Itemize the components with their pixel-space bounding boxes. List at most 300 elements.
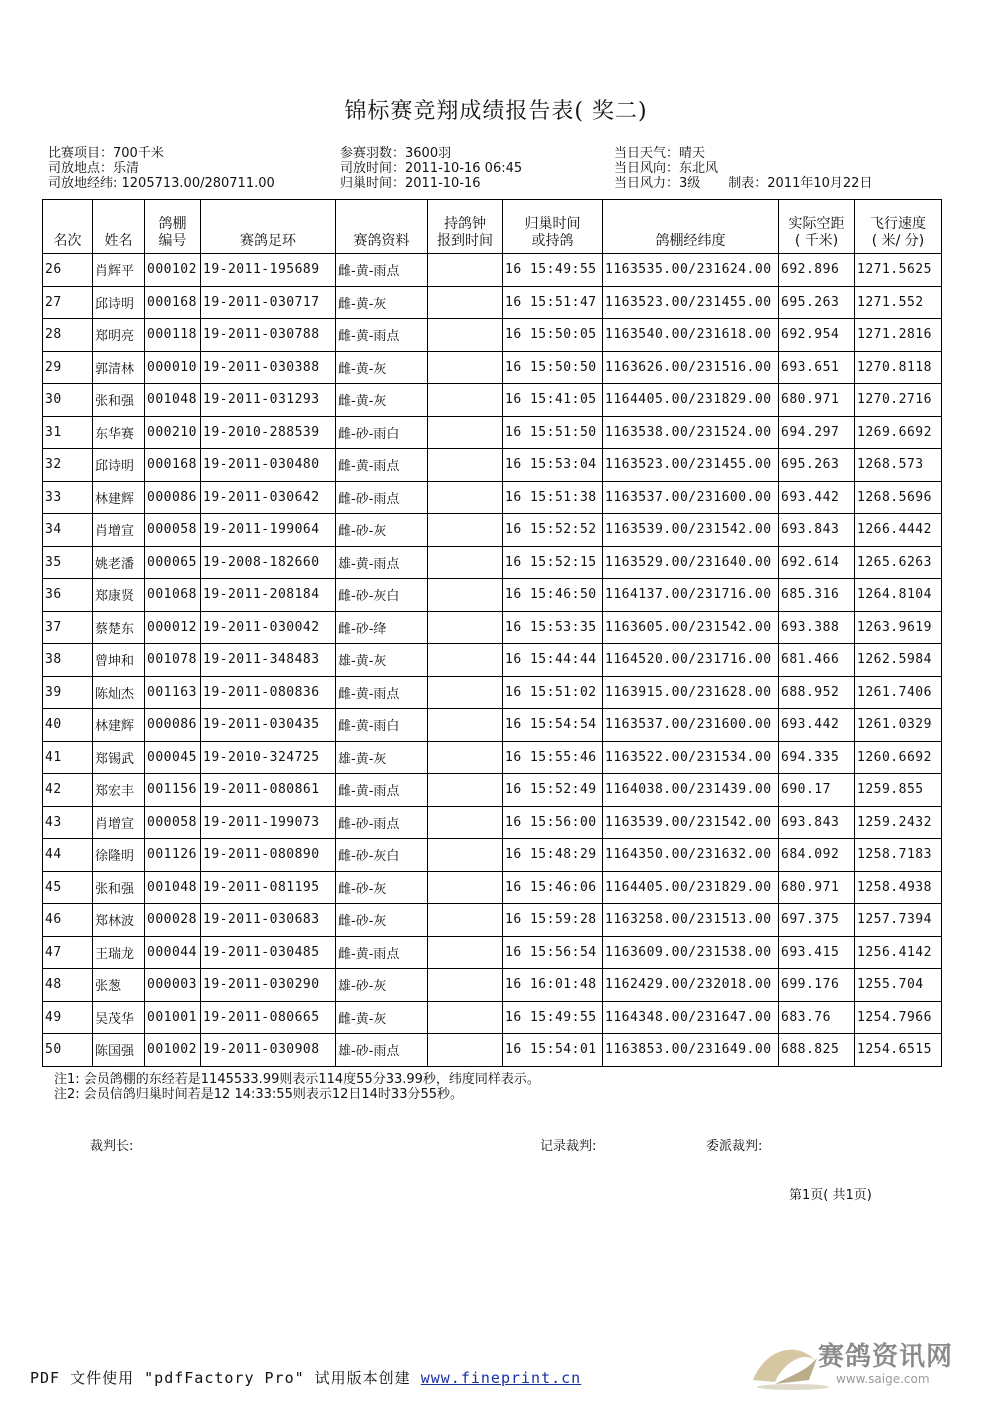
table-row: [43, 546, 942, 579]
speed-cell: 1259.2432: [855, 806, 942, 839]
loft-cell: 000168: [145, 449, 201, 482]
rank-cell: 35: [43, 546, 93, 579]
table-row: [43, 286, 942, 319]
coords-cell: 1164405.00/231829.00: [603, 871, 779, 904]
table-row: [43, 449, 942, 482]
speed-cell: 1268.5696: [855, 481, 942, 514]
info-cell: 雌-黄-雨点: [336, 449, 428, 482]
name-cell: 陈国强: [93, 1034, 145, 1067]
info-weather: 当日天气：晴天: [614, 146, 706, 161]
note-1: 注1: 会员鸽棚的东经若是1145533.99则表示114度55分33.99秒，纬度同样表示。: [54, 1072, 540, 1087]
speed-cell: 1271.2816: [855, 319, 942, 352]
distance-cell: 695.263: [779, 449, 855, 482]
coords-cell: 1163523.00/231455.00: [603, 449, 779, 482]
coords-cell: 1163626.00/231516.00: [603, 351, 779, 384]
ring-cell: 19-2011-199073: [201, 806, 336, 839]
distance-cell: 693.388: [779, 611, 855, 644]
distance-cell: 697.375: [779, 904, 855, 937]
arrival-cell: 16 15:51:02: [503, 676, 603, 709]
distance-cell: 688.952: [779, 676, 855, 709]
info-cell: 雄-砂-雨点: [336, 1034, 428, 1067]
info-cell: 雄-黄-雨点: [336, 546, 428, 579]
speed-cell: 1259.855: [855, 774, 942, 807]
name-cell: 徐隆明: [93, 839, 145, 872]
coords-cell: 1163605.00/231542.00: [603, 611, 779, 644]
loft-cell: 000086: [145, 481, 201, 514]
name-cell: 肖辉平: [93, 254, 145, 287]
distance-cell: 692.896: [779, 254, 855, 287]
speed-cell: 1261.0329: [855, 709, 942, 742]
coords-cell: 1164348.00/231647.00: [603, 1001, 779, 1034]
rank-cell: 32: [43, 449, 93, 482]
coords-cell: 1163537.00/231600.00: [603, 481, 779, 514]
rank-cell: 39: [43, 676, 93, 709]
results-table: [42, 199, 942, 1067]
recorder-referee-label: 记录裁判:: [540, 1139, 597, 1154]
ring-cell: 19-2011-080836: [201, 676, 336, 709]
info-cell: 雌-砂-绛: [336, 611, 428, 644]
name-cell: 郭清林: [93, 351, 145, 384]
ring-cell: 19-2011-030717: [201, 286, 336, 319]
clock-cell: [428, 481, 503, 514]
name-cell: 邱诗明: [93, 286, 145, 319]
rank-cell: 50: [43, 1034, 93, 1067]
coords-cell: 1163915.00/231628.00: [603, 676, 779, 709]
info-cell: 雌-黄-灰: [336, 384, 428, 417]
ring-cell: 19-2011-195689: [201, 254, 336, 287]
name-cell: 蔡楚东: [93, 611, 145, 644]
watermark-url: www.saige.com: [836, 1372, 930, 1386]
ring-cell: 19-2010-324725: [201, 741, 336, 774]
info-release-time: 司放时间：2011-10-16 06:45: [340, 161, 523, 176]
distance-cell: 692.614: [779, 546, 855, 579]
info-cell: 雌-黄-雨白: [336, 709, 428, 742]
clock-cell: [428, 676, 503, 709]
clock-cell: [428, 709, 503, 742]
coords-cell: 1163529.00/231640.00: [603, 546, 779, 579]
table-row: [43, 871, 942, 904]
coords-cell: 1163535.00/231624.00: [603, 254, 779, 287]
arrival-cell: 16 15:46:50: [503, 579, 603, 612]
clock-cell: [428, 351, 503, 384]
arrival-cell: 16 15:56:54: [503, 936, 603, 969]
arrival-cell: 16 15:51:50: [503, 416, 603, 449]
clock-cell: [428, 774, 503, 807]
info-cell: 雌-砂-灰: [336, 871, 428, 904]
arrival-cell: 16 15:49:55: [503, 254, 603, 287]
rank-cell: 44: [43, 839, 93, 872]
speed-cell: 1270.2716: [855, 384, 942, 417]
ring-cell: 19-2011-080665: [201, 1001, 336, 1034]
info-event: 比赛项目：700千米: [48, 146, 164, 161]
ring-cell: 19-2011-081195: [201, 871, 336, 904]
distance-cell: 693.442: [779, 709, 855, 742]
table-row: [43, 709, 942, 742]
speed-cell: 1257.7394: [855, 904, 942, 937]
rank-cell: 36: [43, 579, 93, 612]
info-cell: 雌-黄-灰: [336, 1001, 428, 1034]
distance-cell: 693.651: [779, 351, 855, 384]
loft-cell: 001163: [145, 676, 201, 709]
ring-cell: 19-2011-348483: [201, 644, 336, 677]
loft-cell: 000044: [145, 936, 201, 969]
name-cell: 吴茂华: [93, 1001, 145, 1034]
loft-cell: 000058: [145, 514, 201, 547]
ring-cell: 19-2011-030290: [201, 969, 336, 1002]
info-cell: 雌-黄-雨点: [336, 254, 428, 287]
coords-cell: 1163523.00/231455.00: [603, 286, 779, 319]
table-row: [43, 611, 942, 644]
name-cell: 邱诗明: [93, 449, 145, 482]
coords-cell: 1163522.00/231534.00: [603, 741, 779, 774]
coords-cell: 1164405.00/231829.00: [603, 384, 779, 417]
loft-cell: 001078: [145, 644, 201, 677]
arrival-cell: 16 16:01:48: [503, 969, 603, 1002]
arrival-cell: 16 15:55:46: [503, 741, 603, 774]
coords-cell: 1164350.00/231632.00: [603, 839, 779, 872]
header-ring-number: 赛鸽足环: [201, 200, 336, 254]
loft-cell: 000028: [145, 904, 201, 937]
distance-cell: 693.843: [779, 514, 855, 547]
arrival-cell: 16 15:51:38: [503, 481, 603, 514]
ring-cell: 19-2011-030042: [201, 611, 336, 644]
info-cell: 雌-黄-雨点: [336, 936, 428, 969]
rank-cell: 47: [43, 936, 93, 969]
clock-cell: [428, 579, 503, 612]
name-cell: 林建辉: [93, 709, 145, 742]
speed-cell: 1265.6263: [855, 546, 942, 579]
coords-cell: 1163853.00/231649.00: [603, 1034, 779, 1067]
speed-cell: 1254.6515: [855, 1034, 942, 1067]
speed-cell: 1258.4938: [855, 871, 942, 904]
ring-cell: 19-2008-182660: [201, 546, 336, 579]
loft-cell: 001001: [145, 1001, 201, 1034]
loft-cell: 000086: [145, 709, 201, 742]
loft-cell: 001048: [145, 384, 201, 417]
speed-cell: 1262.5984: [855, 644, 942, 677]
info-cell: 雌-砂-雨白: [336, 416, 428, 449]
header-rank: 名次: [43, 200, 93, 254]
clock-cell: [428, 384, 503, 417]
loft-cell: 001002: [145, 1034, 201, 1067]
arrival-cell: 16 15:46:06: [503, 871, 603, 904]
loft-cell: 000045: [145, 741, 201, 774]
clock-cell: [428, 904, 503, 937]
name-cell: 郑明亮: [93, 319, 145, 352]
speed-cell: 1271.552: [855, 286, 942, 319]
distance-cell: 690.17: [779, 774, 855, 807]
distance-cell: 685.316: [779, 579, 855, 612]
name-cell: 王瑞龙: [93, 936, 145, 969]
coords-cell: 1163609.00/231538.00: [603, 936, 779, 969]
header-distance: 实际空距 ( 千米): [779, 200, 855, 254]
info-cell: 雄-砂-灰: [336, 969, 428, 1002]
clock-cell: [428, 936, 503, 969]
ring-cell: 19-2011-030388: [201, 351, 336, 384]
speed-cell: 1269.6692: [855, 416, 942, 449]
speed-cell: 1255.704: [855, 969, 942, 1002]
distance-cell: 695.263: [779, 286, 855, 319]
rank-cell: 40: [43, 709, 93, 742]
table-row: [43, 969, 942, 1002]
loft-cell: 000168: [145, 286, 201, 319]
speed-cell: 1260.6692: [855, 741, 942, 774]
name-cell: 张葱: [93, 969, 145, 1002]
table-row: [43, 579, 942, 612]
table-body: [43, 254, 942, 1067]
arrival-cell: 16 15:59:28: [503, 904, 603, 937]
rank-cell: 30: [43, 384, 93, 417]
table-row: [43, 676, 942, 709]
clock-cell: [428, 1034, 503, 1067]
loft-cell: 000102: [145, 254, 201, 287]
arrival-cell: 16 15:53:04: [503, 449, 603, 482]
loft-cell: 001068: [145, 579, 201, 612]
arrival-cell: 16 15:41:05: [503, 384, 603, 417]
arrival-cell: 16 15:48:29: [503, 839, 603, 872]
loft-cell: 000065: [145, 546, 201, 579]
ring-cell: 19-2011-030435: [201, 709, 336, 742]
loft-cell: 000003: [145, 969, 201, 1002]
rank-cell: 43: [43, 806, 93, 839]
clock-cell: [428, 806, 503, 839]
name-cell: 郑宏丰: [93, 774, 145, 807]
header-speed: 飞行速度 ( 米/ 分): [855, 200, 942, 254]
loft-cell: 000058: [145, 806, 201, 839]
footer-text: PDF 文件使用 "pdfFactory Pro" 试用版本创建: [30, 1369, 421, 1387]
loft-cell: 001156: [145, 774, 201, 807]
table-row: [43, 254, 942, 287]
ring-cell: 19-2011-199064: [201, 514, 336, 547]
rank-cell: 34: [43, 514, 93, 547]
info-cell: 雌-黄-雨点: [336, 319, 428, 352]
arrival-cell: 16 15:56:00: [503, 806, 603, 839]
ring-cell: 19-2011-030480: [201, 449, 336, 482]
table-row: [43, 741, 942, 774]
table-header-row: [43, 200, 942, 254]
arrival-cell: 16 15:52:52: [503, 514, 603, 547]
speed-cell: 1258.7183: [855, 839, 942, 872]
distance-cell: 694.297: [779, 416, 855, 449]
coords-cell: 1164137.00/231716.00: [603, 579, 779, 612]
speed-cell: 1254.7966: [855, 1001, 942, 1034]
info-cell: 雌-砂-灰白: [336, 579, 428, 612]
clock-cell: [428, 286, 503, 319]
report-title: 锦标赛竞翔成绩报告表( 奖二): [344, 99, 648, 124]
clock-cell: [428, 514, 503, 547]
table-row: [43, 384, 942, 417]
table-row: [43, 806, 942, 839]
loft-cell: 001048: [145, 871, 201, 904]
arrival-cell: 16 15:49:55: [503, 1001, 603, 1034]
table-row: [43, 1034, 942, 1067]
ring-cell: 19-2011-030485: [201, 936, 336, 969]
info-cell: 雌-黄-灰: [336, 351, 428, 384]
speed-cell: 1256.4142: [855, 936, 942, 969]
info-cell: 雌-黄-雨点: [336, 774, 428, 807]
notes: [54, 1072, 540, 1102]
clock-cell: [428, 969, 503, 1002]
arrival-cell: 16 15:44:44: [503, 644, 603, 677]
name-cell: 郑锡武: [93, 741, 145, 774]
rank-cell: 26: [43, 254, 93, 287]
info-release-place: 司放地点：乐清: [48, 161, 140, 176]
info-cell: 雄-黄-灰: [336, 644, 428, 677]
coords-cell: 1163258.00/231513.00: [603, 904, 779, 937]
arrival-cell: 16 15:50:05: [503, 319, 603, 352]
ring-cell: 19-2011-030908: [201, 1034, 336, 1067]
clock-cell: [428, 546, 503, 579]
name-cell: 东华赛: [93, 416, 145, 449]
coords-cell: 1162429.00/232018.00: [603, 969, 779, 1002]
name-cell: 姚老潘: [93, 546, 145, 579]
clock-cell: [428, 319, 503, 352]
header-loft-coordinates: 鸽棚经纬度: [603, 200, 779, 254]
coords-cell: 1163539.00/231542.00: [603, 514, 779, 547]
distance-cell: 699.176: [779, 969, 855, 1002]
info-cell: 雌-砂-雨点: [336, 806, 428, 839]
loft-cell: 000010: [145, 351, 201, 384]
coords-cell: 1163538.00/231524.00: [603, 416, 779, 449]
info-wind-direction: 当日风向：东北风: [614, 161, 719, 176]
rank-cell: 41: [43, 741, 93, 774]
info-column-2: [340, 146, 522, 191]
rank-cell: 49: [43, 1001, 93, 1034]
info-cell: 雌-砂-灰: [336, 514, 428, 547]
speed-cell: 1271.5625: [855, 254, 942, 287]
ring-cell: 19-2011-030642: [201, 481, 336, 514]
distance-cell: 683.76: [779, 1001, 855, 1034]
clock-cell: [428, 1001, 503, 1034]
pdf-footer: [30, 1367, 581, 1388]
clock-cell: [428, 416, 503, 449]
coords-cell: 1164520.00/231716.00: [603, 644, 779, 677]
clock-cell: [428, 611, 503, 644]
table-row: [43, 644, 942, 677]
clock-cell: [428, 254, 503, 287]
name-cell: 张和强: [93, 871, 145, 904]
rank-cell: 46: [43, 904, 93, 937]
distance-cell: 694.335: [779, 741, 855, 774]
speed-cell: 1266.4442: [855, 514, 942, 547]
header-pigeon-info: 赛鸽资料: [336, 200, 428, 254]
coords-cell: 1163539.00/231542.00: [603, 806, 779, 839]
watermark-name: 赛鸽资讯网: [818, 1342, 954, 1372]
info-cell: 雌-砂-雨点: [336, 481, 428, 514]
name-cell: 郑康贤: [93, 579, 145, 612]
clock-cell: [428, 871, 503, 904]
footer-link[interactable]: www.fineprint.cn: [420, 1369, 582, 1387]
rank-cell: 48: [43, 969, 93, 1002]
table-row: [43, 904, 942, 937]
info-wind-force: 当日风力：3级 制表：2011年10月22日: [614, 176, 873, 191]
rank-cell: 27: [43, 286, 93, 319]
name-cell: 陈灿杰: [93, 676, 145, 709]
delegate-referee-label: 委派裁判:: [706, 1139, 763, 1154]
loft-cell: 001126: [145, 839, 201, 872]
arrival-cell: 16 15:54:01: [503, 1034, 603, 1067]
table-row: [43, 351, 942, 384]
header-loft-id: 鸽棚 编号: [145, 200, 201, 254]
arrival-cell: 16 15:53:35: [503, 611, 603, 644]
rank-cell: 31: [43, 416, 93, 449]
ring-cell: 19-2011-030788: [201, 319, 336, 352]
coords-cell: 1164038.00/231439.00: [603, 774, 779, 807]
ring-cell: 19-2011-031293: [201, 384, 336, 417]
ring-cell: 19-2011-208184: [201, 579, 336, 612]
loft-cell: 000118: [145, 319, 201, 352]
info-column-1: [48, 146, 275, 191]
rank-cell: 33: [43, 481, 93, 514]
info-cell: 雌-砂-灰: [336, 904, 428, 937]
rank-cell: 29: [43, 351, 93, 384]
table-row: [43, 936, 942, 969]
table-row: [43, 1001, 942, 1034]
ring-cell: 19-2011-030683: [201, 904, 336, 937]
info-release-coords: 司放地经纬: 1205713.00/280711.00: [48, 176, 275, 191]
table-row: [43, 839, 942, 872]
note-2: 注2: 会员信鸽归巢时间若是12 14:33:55则表示12日14时33分55秒。: [54, 1087, 464, 1102]
rank-cell: 28: [43, 319, 93, 352]
info-cell: 雄-黄-灰: [336, 741, 428, 774]
speed-cell: 1263.9619: [855, 611, 942, 644]
speed-cell: 1268.573: [855, 449, 942, 482]
name-cell: 林建辉: [93, 481, 145, 514]
page-number: 第1页( 共1页): [789, 1188, 872, 1203]
speed-cell: 1264.8104: [855, 579, 942, 612]
info-made-date: 制表：2011年10月22日: [728, 176, 873, 191]
coords-cell: 1163540.00/231618.00: [603, 319, 779, 352]
table-row: [43, 481, 942, 514]
distance-cell: 693.843: [779, 806, 855, 839]
name-cell: 郑林波: [93, 904, 145, 937]
distance-cell: 684.092: [779, 839, 855, 872]
info-column-3: [614, 146, 872, 191]
speed-cell: 1270.8118: [855, 351, 942, 384]
name-cell: 肖增宣: [93, 514, 145, 547]
arrival-cell: 16 15:51:47: [503, 286, 603, 319]
info-cell: 雌-砂-灰白: [336, 839, 428, 872]
arrival-cell: 16 15:50:50: [503, 351, 603, 384]
arrival-cell: 16 15:52:49: [503, 774, 603, 807]
ring-cell: 19-2011-080861: [201, 774, 336, 807]
rank-cell: 42: [43, 774, 93, 807]
distance-cell: 693.415: [779, 936, 855, 969]
name-cell: 张和强: [93, 384, 145, 417]
table-row: [43, 514, 942, 547]
distance-cell: 693.442: [779, 481, 855, 514]
arrival-cell: 16 15:52:15: [503, 546, 603, 579]
ring-cell: 19-2011-080890: [201, 839, 336, 872]
info-return-time: 归巢时间：2011-10-16: [340, 176, 481, 191]
arrival-cell: 16 15:54:54: [503, 709, 603, 742]
distance-cell: 680.971: [779, 384, 855, 417]
distance-cell: 680.971: [779, 871, 855, 904]
clock-cell: [428, 839, 503, 872]
header-name: 姓名: [93, 200, 145, 254]
table-row: [43, 319, 942, 352]
loft-cell: 000012: [145, 611, 201, 644]
distance-cell: 688.825: [779, 1034, 855, 1067]
info-entries: 参赛羽数：3600羽: [340, 146, 452, 161]
chief-referee-label: 裁判长:: [90, 1139, 134, 1154]
rank-cell: 45: [43, 871, 93, 904]
speed-cell: 1261.7406: [855, 676, 942, 709]
header-arrival-time: 归巢时间 或持鸽: [503, 200, 603, 254]
ring-cell: 19-2010-288539: [201, 416, 336, 449]
clock-cell: [428, 644, 503, 677]
loft-cell: 000210: [145, 416, 201, 449]
